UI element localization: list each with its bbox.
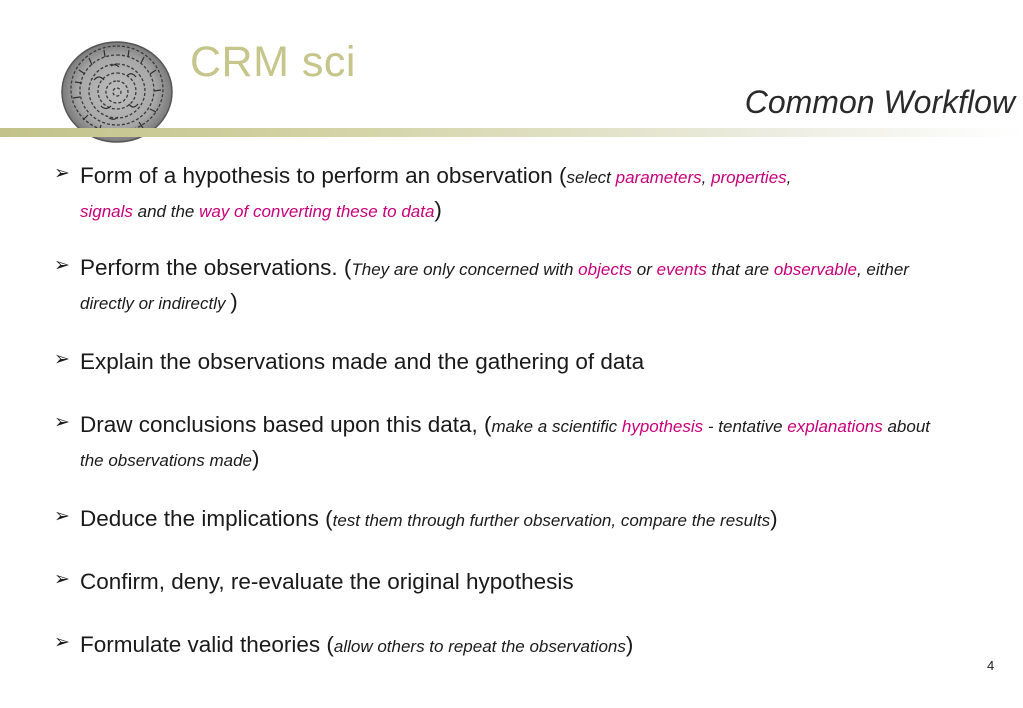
bullet-item	[54, 629, 954, 663]
bullet-item	[54, 503, 954, 537]
bullet-main-text: Formulate valid theories (	[80, 632, 334, 657]
bullet-item	[54, 160, 954, 228]
bullet-detail-text: or	[632, 260, 657, 279]
bullet-main-text: Explain the observations made and the gathering of data	[80, 349, 645, 374]
highlight-term: explanations	[787, 417, 883, 436]
bullet-detail-text: They are only concerned with	[351, 260, 579, 279]
bullet-item	[54, 252, 954, 320]
bullet-detail-text: about the observations made	[80, 417, 930, 470]
bullet-text	[80, 409, 954, 477]
bullet-detail-text: allow others to repeat the observations	[333, 637, 626, 656]
bullet-detail-text: make a scientific	[491, 417, 622, 436]
bullet-item	[54, 409, 954, 477]
bullet-main-text: Perform the observations. (	[80, 255, 352, 280]
bullet-main-text: Draw conclusions based upon this data, (	[80, 412, 492, 437]
bullet-text	[80, 566, 954, 598]
bullet-item	[54, 346, 954, 378]
closing-paren: )	[434, 197, 442, 222]
bullet-detail-text: test them through further observation, compare the results	[332, 511, 771, 530]
closing-paren: )	[770, 506, 778, 531]
bullet-text	[80, 252, 954, 320]
arrow-bullet-icon: ➢	[54, 163, 70, 184]
bullet-text	[80, 503, 954, 537]
arrow-bullet-icon: ➢	[54, 569, 70, 590]
bullet-main-text: Deduce the implications (	[80, 506, 333, 531]
arrow-bullet-icon: ➢	[54, 349, 70, 370]
arrow-bullet-icon: ➢	[54, 506, 70, 527]
highlight-term: events	[656, 260, 707, 279]
slide-title: Common Workflow	[744, 84, 1015, 120]
highlight-term: signals	[80, 202, 133, 221]
bullet-text	[80, 346, 954, 378]
bullet-item	[54, 566, 954, 598]
brand-title: CRM sci	[190, 38, 356, 86]
highlight-term: hypothesis	[621, 417, 704, 436]
highlight-term: parameters	[615, 168, 702, 187]
arrow-bullet-icon: ➢	[54, 255, 70, 276]
bullet-detail-text: ,	[786, 168, 792, 187]
arrow-bullet-icon: ➢	[54, 632, 70, 653]
bullet-detail-text: and the	[132, 202, 200, 221]
bullet-detail-text: , either directly or indirectly	[80, 260, 909, 313]
closing-paren: )	[230, 289, 238, 314]
arrow-bullet-icon: ➢	[54, 412, 70, 433]
closing-paren: )	[252, 446, 260, 471]
bullet-main-text: Confirm, deny, re-evaluate the original hypothesis	[80, 569, 574, 594]
highlight-term: observable	[773, 260, 857, 279]
highlight-term: properties	[711, 168, 787, 187]
bullet-text	[80, 629, 954, 663]
bullet-detail-text: that are	[706, 260, 774, 279]
page-number: 4	[987, 658, 995, 673]
bullet-detail-text: - tentative	[703, 417, 788, 436]
highlight-term: way of converting these to data	[199, 202, 435, 221]
bullet-main-text: Form of a hypothesis to perform an observation (	[80, 163, 567, 188]
bullet-text	[80, 160, 954, 228]
closing-paren: )	[625, 632, 634, 657]
bullet-detail-text: ,	[701, 168, 712, 187]
header-divider	[0, 128, 1023, 137]
bullet-detail-text: select	[566, 168, 616, 187]
highlight-term: objects	[578, 260, 633, 279]
